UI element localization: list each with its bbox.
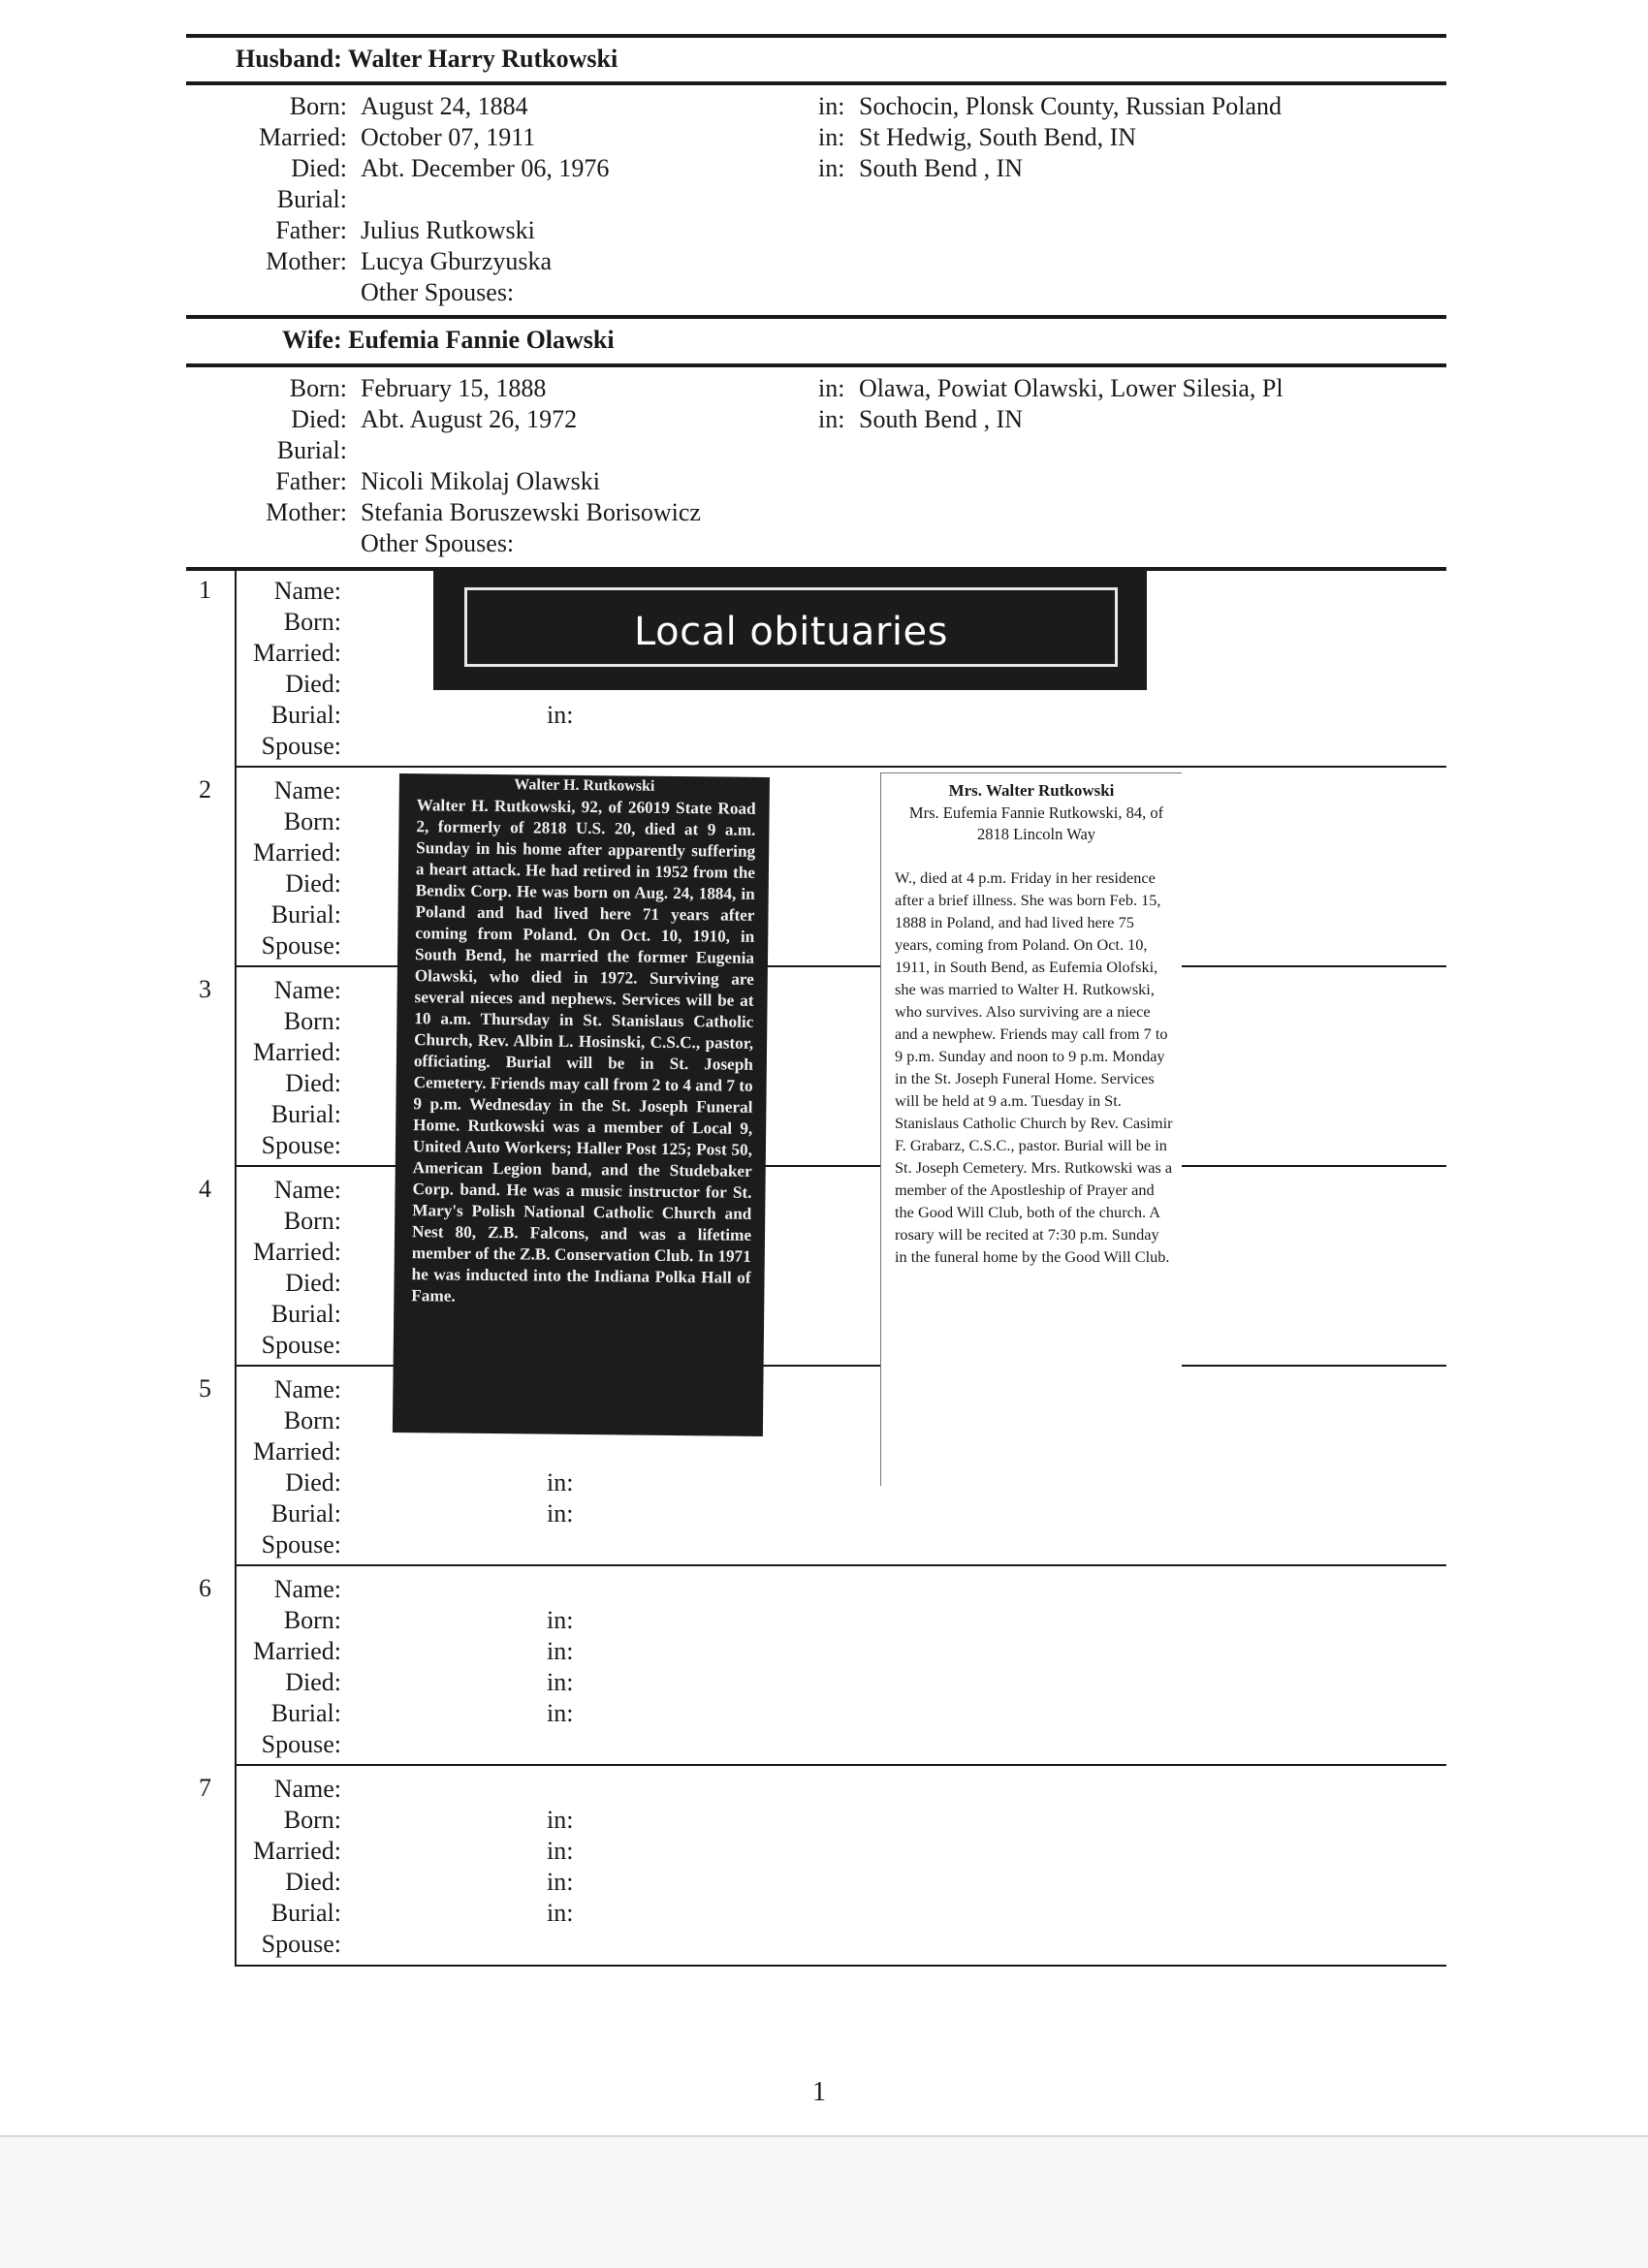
child-field-label: Died: [285,670,341,698]
husband-field-label: Father: [275,216,347,244]
child-field-label: Burial: [270,1100,341,1128]
walter-obituary-body: Walter H. Rutkowski, 92, of 26019 State Road 2, formerly of 2818 U.S. 20, died at 9 a.m. Sunday in his home after apparently suffering a heart attack. He had retired in 1952 from the Bendix Corp. He was born on Aug. 24, 1884, in Poland and had lived here 71 years after coming from Poland. On Oct. 10, 1910, in South Bend, he married the former Eugenia Olawski, who died in 1972. Surviving are several nieces and nephews. Services will be at 10 a.m. Thursday in St. Stanislaus Catholic Church, Rev. Albin L. Hosinski, C.S.C., pastor, officiating. Burial will be in St. Joseph Cemetery. Friends may call from 2 to 4 and 7 to 9 p.m. Wednesday in the St. Joseph Funeral Home. Rutkowski was a member of Local 9, United Auto Workers; Haller Post 125; Post 50, American Legion band, and the Studebaker Corp. band. He was a music instructor for St. Mary's Polish National Catholic Church and Nest 80, Z.B. Falcons, and was a lifetime member of the Z.B. Conservation Club. In 1971 he was inducted into the Indiana Polka Hall of Fame. [411,796,756,1306]
wife-name: Eufemia Fannie Olawski [348,326,615,354]
child-field-label: Married: [253,1437,341,1465]
husband-field-label: Died: [291,154,347,182]
child-field-label: Burial: [270,1899,341,1927]
wife-field-label: Died: [291,405,347,433]
husband-field-value: Abt. December 06, 1976 [361,154,610,182]
child-field-label: Born: [283,1406,341,1434]
child-field-in-label: in: [547,1806,574,1834]
husband-field-label: Born: [289,92,347,120]
child-field-label: Died: [285,1668,341,1696]
child-field-label: Burial: [270,1499,341,1528]
child-field-in-label: in: [547,1606,574,1634]
child-field-label: Spouse: [261,931,341,960]
eufemia-obituary-clipping [880,772,1182,1486]
wife-label: Wife: [282,326,342,354]
husband-name: Walter Harry Rutkowski [347,45,618,73]
child-field-label: Married: [253,1238,341,1266]
child-field-label: Born: [283,1806,341,1834]
child-field-label: Burial: [270,701,341,729]
child-field-in-label: in: [547,1837,574,1865]
wife-header [282,326,615,355]
child-field-label: Name: [273,577,341,605]
wife-field-value: February 15, 1888 [361,374,547,402]
child-field-label: Born: [283,608,341,636]
child-field-in-label: in: [547,1499,574,1528]
wife-other-spouses: Other Spouses: [361,529,515,557]
child-field-in-label: in: [547,701,574,729]
child-field-in-label: in: [547,1699,574,1727]
wife-field-label: Mother: [266,498,347,526]
husband-field-value: Lucya Gburzyuska [361,247,553,275]
husband-field-label: Burial: [276,185,347,213]
husband-field-in-label: in: [818,123,845,151]
husband-header [236,45,618,74]
child-field-label: Born: [283,1207,341,1235]
child-number: 1 [199,576,211,604]
child-field-label: Born: [283,1606,341,1634]
wife-field-label: Father: [275,467,347,495]
husband-other-spouses: Other Spouses: [361,278,515,306]
banner-frame [464,587,1118,667]
child-number: 2 [199,775,211,803]
local-obituaries-banner [433,568,1147,690]
child-field-label: Died: [285,869,341,898]
top-rule [186,34,1446,38]
child-field-label: Married: [253,1038,341,1066]
eufemia-obituary-body: W., died at 4 p.m. Friday in her residence after a brief illness. She was born Feb. 15, 1888 in Poland, and had lived here 75 years, coming from Poland. On Oct. 10, 1911, in South Bend, as Eufemia Olofski, she was married to Walter H. Rutkowski, who survives. Also surviving are a niece and a newphew. Friends may call from 7 to 9 p.m. Sunday and noon to 9 p.m. Monday in the St. Joseph Funeral Home. Services will be held at 9 a.m. Tuesday in St. Stanislaus Catholic Church by Rev. Casimir F. Grabarz, C.S.C., pastor. Burial will be in St. Joseph Cemetery. Mrs. Rutkowski was a member of the Apostleship of Prayer and the Good Will Club, both of the church. A rosary will be recited at 7:30 p.m. Sunday in the funeral home by the Good Will Club. [895,868,1173,1266]
husband-field-place: St Hedwig, South Bend, IN [859,123,1136,151]
child-field-label: Name: [273,1375,341,1403]
husband-field-value: Julius Rutkowski [361,216,535,244]
child-divider [235,1564,1446,1566]
child-field-label: Died: [285,1468,341,1496]
wife-field-value: Nicoli Mikolaj Olawski [361,467,600,495]
scanner-bed-edge [0,2135,1648,2268]
child-field-label: Name: [273,1176,341,1204]
child-number: 6 [199,1574,211,1602]
child-field-label: Spouse: [261,1331,341,1359]
child-number: 7 [199,1774,211,1802]
child-field-label: Spouse: [261,1131,341,1159]
wife-field-place: Olawa, Powiat Olawski, Lower Silesia, Pl [859,374,1284,402]
child-field-in-label: in: [547,1668,574,1696]
child-number: 4 [199,1175,211,1203]
child-field-label: Married: [253,1837,341,1865]
child-field-label: Born: [283,1007,341,1035]
child-field-label: Spouse: [261,732,341,760]
wife-field-in-label: in: [818,405,845,433]
wife-field-in-label: in: [818,374,845,402]
husband-field-label: Mother: [266,247,347,275]
husband-field-value: October 07, 1911 [361,123,536,151]
husband-field-value: August 24, 1884 [361,92,528,120]
child-divider [235,1764,1446,1766]
child-field-label: Born: [283,807,341,835]
husband-field-in-label: in: [818,92,845,120]
eufemia-obituary-subheadline: Mrs. Eufemia Fannie Rutkowski, 84, of 2818 Lincoln Way [908,803,1164,843]
eufemia-obituary-headline: Mrs. Walter Rutkowski [948,781,1115,800]
husband-field-place: South Bend , IN [859,154,1023,182]
child-field-label: Burial: [270,900,341,929]
wife-field-label: Born: [289,374,347,402]
child-field-label: Spouse: [261,1930,341,1958]
husband-field-label: Married: [259,123,347,151]
child-field-label: Died: [285,1269,341,1297]
child-field-label: Name: [273,1575,341,1603]
child-field-in-label: in: [547,1637,574,1665]
wife-field-value: Abt. August 26, 1972 [361,405,578,433]
child-field-label: Spouse: [261,1730,341,1758]
husband-field-place: Sochocin, Plonsk County, Russian Poland [859,92,1283,120]
child-number: 5 [199,1374,211,1402]
wife-field-value: Stefania Boruszewski Borisowicz [361,498,701,526]
wife-top-rule [186,315,1446,319]
children-bottom-rule [235,1965,1446,1967]
wife-header-rule [186,363,1446,367]
husband-label: Husband: [236,45,342,73]
husband-field-in-label: in: [818,154,845,182]
child-field-in-label: in: [547,1468,574,1496]
child-field-label: Died: [285,1069,341,1097]
wife-field-place: South Bend , IN [859,405,1023,433]
banner-title: Local obituaries [634,610,948,654]
child-field-in-label: in: [547,1899,574,1927]
child-field-label: Spouse: [261,1530,341,1559]
page-number: 1 [812,2077,826,2107]
child-divider [235,766,1446,768]
child-field-label: Died: [285,1868,341,1896]
child-field-in-label: in: [547,1868,574,1896]
child-number: 3 [199,975,211,1003]
child-field-label: Name: [273,1775,341,1803]
wife-field-label: Burial: [276,436,347,464]
child-field-label: Married: [253,1637,341,1665]
child-field-label: Married: [253,639,341,667]
walter-obituary-clipping [393,773,770,1436]
child-field-label: Name: [273,776,341,804]
child-field-label: Burial: [270,1699,341,1727]
walter-obituary-headline: Walter H. Rutkowski [514,776,655,795]
child-field-label: Name: [273,976,341,1004]
child-field-label: Married: [253,838,341,866]
child-field-label: Burial: [270,1300,341,1328]
husband-header-rule [186,81,1446,85]
